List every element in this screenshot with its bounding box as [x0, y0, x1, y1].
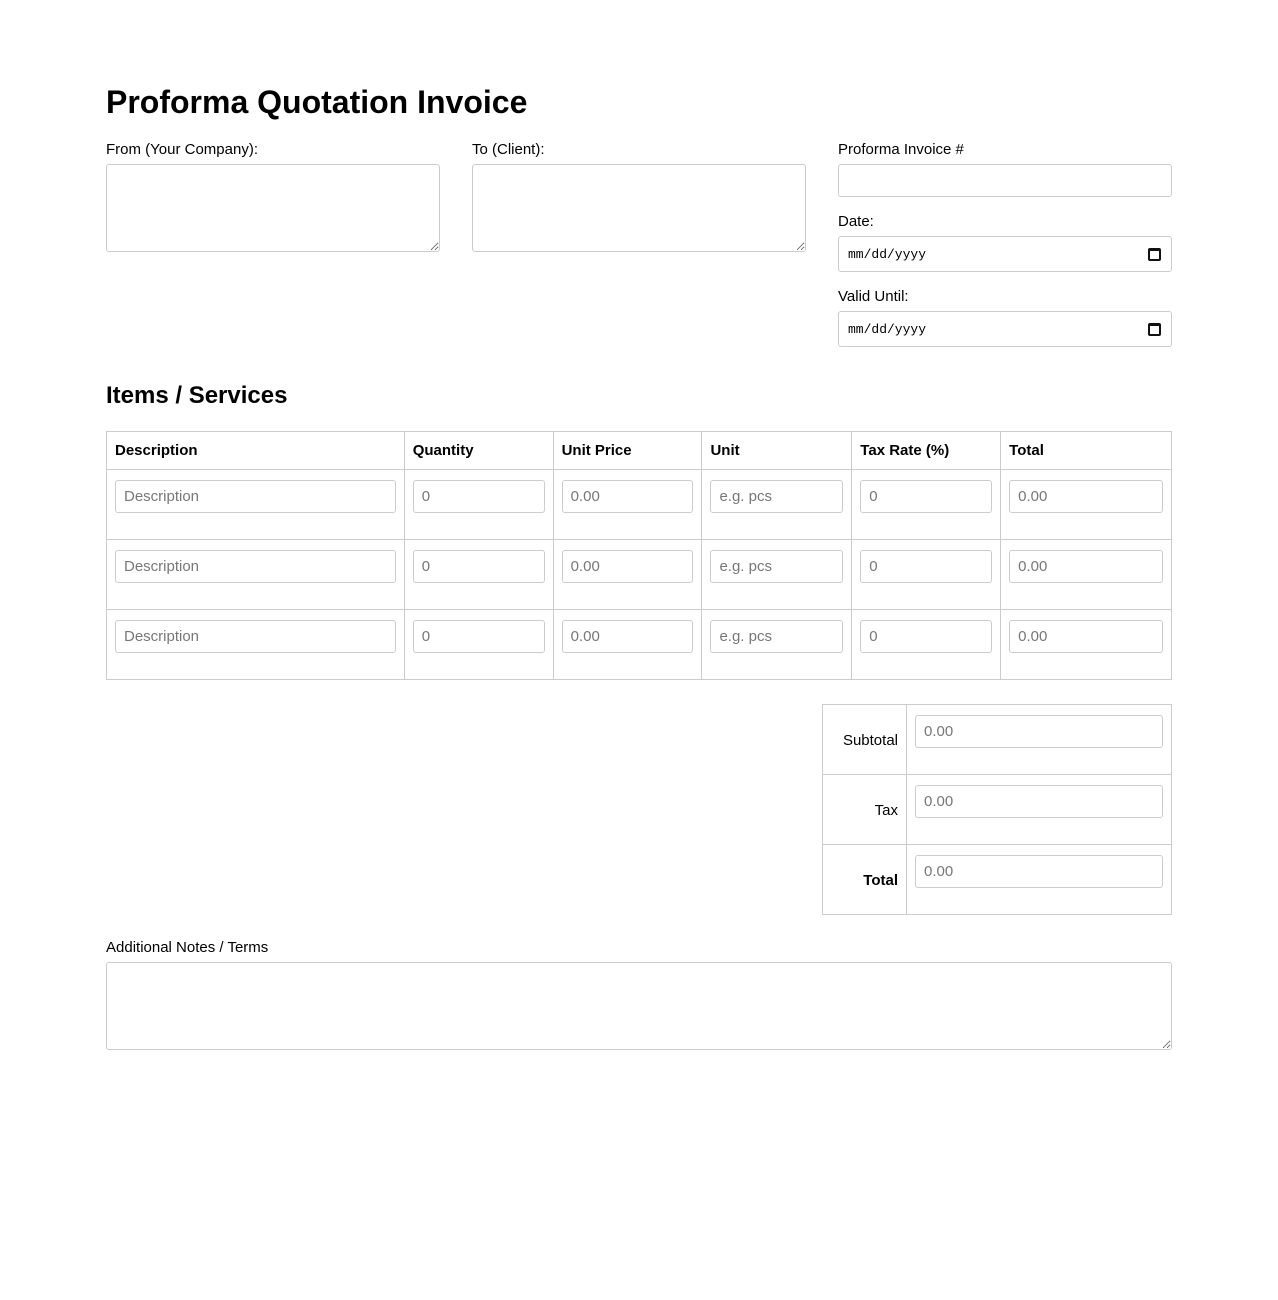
valid-until-placeholder: mm/dd/yyyy	[848, 321, 927, 337]
line-total-input[interactable]	[1009, 620, 1163, 653]
tax-row	[823, 775, 1172, 845]
items-section-title: Items / Services	[106, 382, 288, 409]
date-input[interactable]	[838, 236, 1172, 272]
invoice-number-label: Proforma Invoice #	[838, 141, 964, 158]
subtotal-input[interactable]	[915, 715, 1163, 748]
quantity-input[interactable]	[413, 550, 545, 583]
from-company-textarea[interactable]	[106, 164, 440, 252]
items-table	[106, 431, 1172, 680]
items-header-row	[107, 432, 1172, 470]
table-row	[107, 540, 1172, 610]
column-header-quantity: Quantity	[404, 432, 553, 470]
column-header-description: Description	[107, 432, 405, 470]
column-header-unit-price: Unit Price	[553, 432, 702, 470]
to-label: To (Client):	[472, 141, 545, 158]
grand-total-label: Total	[823, 845, 907, 915]
valid-until-input[interactable]	[838, 311, 1172, 347]
table-row	[107, 470, 1172, 540]
tax-input[interactable]	[915, 785, 1163, 818]
subtotal-row	[823, 705, 1172, 775]
unit-input[interactable]	[710, 620, 843, 653]
column-header-total: Total	[1001, 432, 1172, 470]
valid-until-label: Valid Until:	[838, 288, 909, 305]
description-input[interactable]	[115, 550, 396, 583]
notes-label: Additional Notes / Terms	[106, 939, 269, 956]
quantity-input[interactable]	[413, 620, 545, 653]
from-label: From (Your Company):	[106, 141, 258, 158]
line-total-input[interactable]	[1009, 480, 1163, 513]
unit-price-input[interactable]	[562, 480, 694, 513]
grand-total-row	[823, 845, 1172, 915]
calendar-icon[interactable]	[1148, 248, 1161, 261]
totals-table	[822, 704, 1172, 915]
tax-rate-input[interactable]	[860, 620, 992, 653]
column-header-tax-rate: Tax Rate (%)	[852, 432, 1001, 470]
tax-rate-input[interactable]	[860, 550, 992, 583]
subtotal-label: Subtotal	[823, 705, 907, 775]
date-label: Date:	[838, 213, 874, 230]
invoice-number-input[interactable]	[838, 164, 1172, 197]
grand-total-input[interactable]	[915, 855, 1163, 888]
column-header-unit: Unit	[702, 432, 852, 470]
unit-price-input[interactable]	[562, 550, 694, 583]
table-row	[107, 610, 1172, 680]
unit-input[interactable]	[710, 480, 843, 513]
quantity-input[interactable]	[413, 480, 545, 513]
tax-label: Tax	[823, 775, 907, 845]
line-total-input[interactable]	[1009, 550, 1163, 583]
notes-textarea[interactable]	[106, 962, 1172, 1050]
unit-input[interactable]	[710, 550, 843, 583]
tax-rate-input[interactable]	[860, 480, 992, 513]
description-input[interactable]	[115, 620, 396, 653]
unit-price-input[interactable]	[562, 620, 694, 653]
calendar-icon[interactable]	[1148, 323, 1161, 336]
date-placeholder: mm/dd/yyyy	[848, 246, 927, 262]
page-title: Proforma Quotation Invoice	[106, 84, 528, 120]
to-client-textarea[interactable]	[472, 164, 806, 252]
description-input[interactable]	[115, 480, 396, 513]
